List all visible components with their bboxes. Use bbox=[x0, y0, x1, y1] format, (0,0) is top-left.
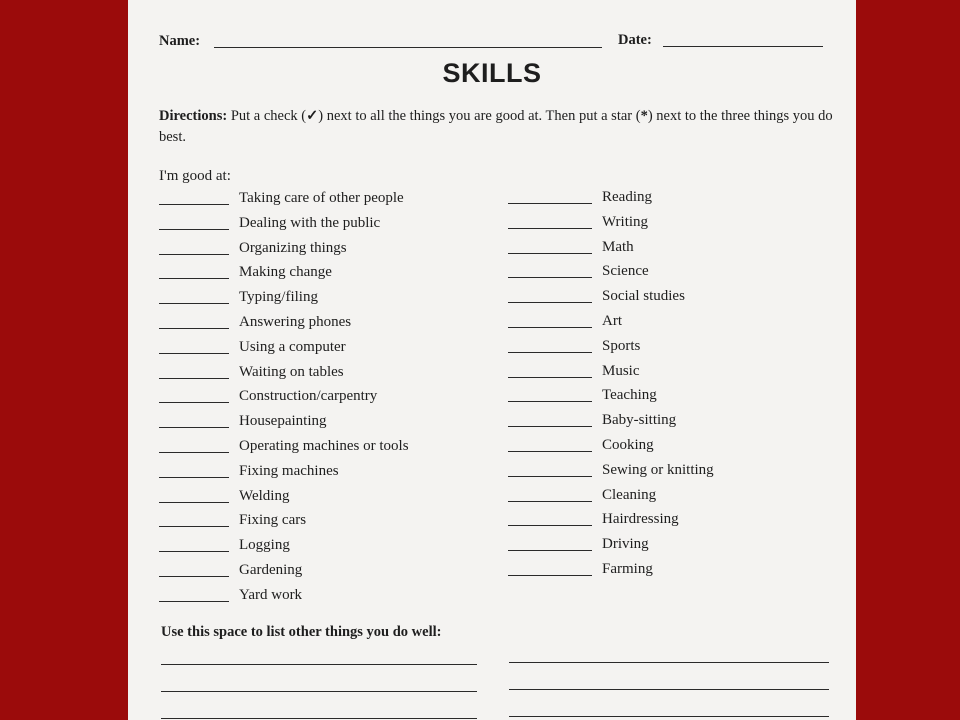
skill-label: Sports bbox=[602, 337, 641, 354]
other-skill-line-left-2[interactable] bbox=[161, 691, 477, 692]
skill-label: Teaching bbox=[602, 387, 657, 404]
skill-label: Fixing machines bbox=[239, 462, 339, 479]
skill-check-blank[interactable] bbox=[159, 601, 229, 602]
name-label: Name: bbox=[159, 33, 201, 49]
skill-check-blank[interactable] bbox=[159, 328, 229, 329]
skill-label: Construction/carpentry bbox=[239, 388, 378, 405]
skill-label: Operating machines or tools bbox=[239, 438, 409, 454]
skill-check-blank[interactable] bbox=[508, 277, 592, 278]
worksheet-page bbox=[128, 0, 856, 720]
skill-label: Math bbox=[602, 238, 634, 255]
skill-label: Yard work bbox=[239, 586, 303, 603]
skill-check-blank[interactable] bbox=[159, 526, 229, 527]
other-skill-line-left-1[interactable] bbox=[161, 664, 477, 665]
skill-check-blank[interactable] bbox=[508, 401, 592, 402]
left-skill-item bbox=[159, 289, 489, 314]
skill-check-blank[interactable] bbox=[508, 550, 592, 551]
skill-check-blank[interactable] bbox=[508, 426, 592, 427]
left-skill-item bbox=[159, 364, 489, 389]
skill-check-blank[interactable] bbox=[508, 253, 592, 254]
skill-label: Writing bbox=[602, 213, 649, 230]
left-skill-item bbox=[159, 388, 489, 413]
other-skill-line-left-3[interactable] bbox=[161, 718, 477, 719]
skill-check-blank[interactable] bbox=[159, 427, 229, 428]
skill-check-blank[interactable] bbox=[159, 303, 229, 304]
right-skill-item bbox=[508, 387, 838, 412]
right-skill-column bbox=[508, 189, 838, 599]
skill-label: Gardening bbox=[239, 562, 303, 578]
left-skill-item bbox=[159, 463, 489, 488]
skill-label: Housepainting bbox=[239, 413, 327, 430]
left-skill-item bbox=[159, 562, 489, 587]
directions-text-2: ) next to all the things you are good at. Then put a star ( bbox=[318, 108, 641, 124]
right-skill-item bbox=[508, 214, 838, 239]
left-skill-item bbox=[159, 314, 489, 339]
skill-label: Social studies bbox=[602, 288, 685, 305]
skill-label: Making change bbox=[239, 264, 332, 281]
skill-label: Dealing with the public bbox=[239, 214, 381, 231]
left-skill-item bbox=[159, 438, 489, 463]
right-skill-item bbox=[508, 536, 838, 561]
skill-check-blank[interactable] bbox=[159, 254, 229, 255]
skill-check-blank[interactable] bbox=[159, 502, 229, 503]
left-skill-item bbox=[159, 488, 489, 513]
right-skill-item bbox=[508, 437, 838, 462]
skill-label: Hairdressing bbox=[602, 511, 679, 528]
left-skill-item bbox=[159, 190, 489, 215]
skill-check-blank[interactable] bbox=[159, 378, 229, 379]
right-skill-item bbox=[508, 263, 838, 288]
right-skill-item bbox=[508, 189, 838, 214]
left-skill-item bbox=[159, 215, 489, 240]
right-skill-item bbox=[508, 511, 838, 536]
skill-label: Farming bbox=[602, 561, 653, 577]
skill-label: Welding bbox=[239, 487, 290, 504]
skill-check-blank[interactable] bbox=[508, 501, 592, 502]
left-skill-item bbox=[159, 512, 489, 537]
skill-check-blank[interactable] bbox=[159, 452, 229, 453]
skill-check-blank[interactable] bbox=[159, 477, 229, 478]
skill-label: Taking care of other people bbox=[239, 190, 404, 206]
skill-check-blank[interactable] bbox=[159, 551, 229, 552]
other-skill-line-right-3[interactable] bbox=[509, 716, 829, 717]
skill-check-blank[interactable] bbox=[508, 476, 592, 477]
skill-check-blank[interactable] bbox=[508, 575, 592, 576]
skill-label: Using a computer bbox=[239, 338, 346, 355]
skill-check-blank[interactable] bbox=[508, 451, 592, 452]
directions-text-3: ) next to the three things you do best. bbox=[159, 108, 833, 145]
skill-check-blank[interactable] bbox=[508, 228, 592, 229]
left-skill-item bbox=[159, 537, 489, 562]
right-skill-item bbox=[508, 412, 838, 437]
skill-check-blank[interactable] bbox=[159, 576, 229, 577]
right-skill-item bbox=[508, 561, 838, 586]
right-skill-item bbox=[508, 363, 838, 388]
skill-label: Reading bbox=[602, 189, 652, 205]
skill-label: Sewing or knitting bbox=[602, 461, 714, 478]
left-skill-item bbox=[159, 240, 489, 265]
right-skill-item bbox=[508, 288, 838, 313]
right-skill-item bbox=[508, 487, 838, 512]
directions-label: Directions: bbox=[159, 108, 228, 124]
skill-check-blank[interactable] bbox=[159, 204, 229, 205]
skill-check-blank[interactable] bbox=[159, 402, 229, 403]
skill-label: Waiting on tables bbox=[239, 363, 344, 380]
skill-check-blank[interactable] bbox=[508, 377, 592, 378]
skill-label: Answering phones bbox=[239, 314, 352, 330]
intro-label: I'm good at: bbox=[159, 168, 231, 184]
right-skill-item bbox=[508, 313, 838, 338]
skill-label: Art bbox=[602, 313, 622, 329]
directions bbox=[159, 106, 839, 148]
skill-check-blank[interactable] bbox=[159, 278, 229, 279]
check-symbol: ✓ bbox=[306, 108, 319, 124]
skill-label: Logging bbox=[239, 537, 290, 554]
left-skill-item bbox=[159, 264, 489, 289]
skill-label: Science bbox=[602, 263, 649, 280]
right-skill-item bbox=[508, 462, 838, 487]
left-skill-column bbox=[159, 190, 489, 620]
name-field-line[interactable] bbox=[214, 47, 602, 48]
date-label: Date: bbox=[618, 32, 652, 48]
right-skill-item bbox=[508, 239, 838, 264]
page-title: SKILLS bbox=[442, 58, 542, 88]
skill-check-blank[interactable] bbox=[159, 229, 229, 230]
skill-label: Organizing things bbox=[239, 239, 347, 256]
skill-label: Cleaning bbox=[602, 486, 657, 503]
skill-label: Typing/filing bbox=[239, 289, 318, 306]
date-field-line[interactable] bbox=[663, 46, 823, 47]
other-skills-prompt: Use this space to list other things you do well: bbox=[161, 624, 442, 640]
left-skill-item bbox=[159, 587, 489, 612]
skill-check-blank[interactable] bbox=[508, 525, 592, 526]
left-skill-item bbox=[159, 413, 489, 438]
skill-label: Music bbox=[602, 362, 640, 379]
skill-check-blank[interactable] bbox=[508, 203, 592, 204]
directions-text-1: Put a check ( bbox=[227, 108, 307, 124]
other-skill-line-right-1[interactable] bbox=[509, 662, 829, 663]
other-skill-line-right-2[interactable] bbox=[509, 689, 829, 690]
star-symbol: * bbox=[640, 108, 648, 124]
skill-check-blank[interactable] bbox=[508, 327, 592, 328]
skill-check-blank[interactable] bbox=[159, 353, 229, 354]
skill-check-blank[interactable] bbox=[508, 302, 592, 303]
left-skill-item bbox=[159, 339, 489, 364]
skill-label: Cooking bbox=[602, 437, 654, 453]
skill-label: Driving bbox=[602, 536, 649, 553]
right-skill-item bbox=[508, 338, 838, 363]
skill-check-blank[interactable] bbox=[508, 352, 592, 353]
skill-label: Baby-sitting bbox=[602, 412, 677, 429]
skill-label: Fixing cars bbox=[239, 512, 307, 529]
